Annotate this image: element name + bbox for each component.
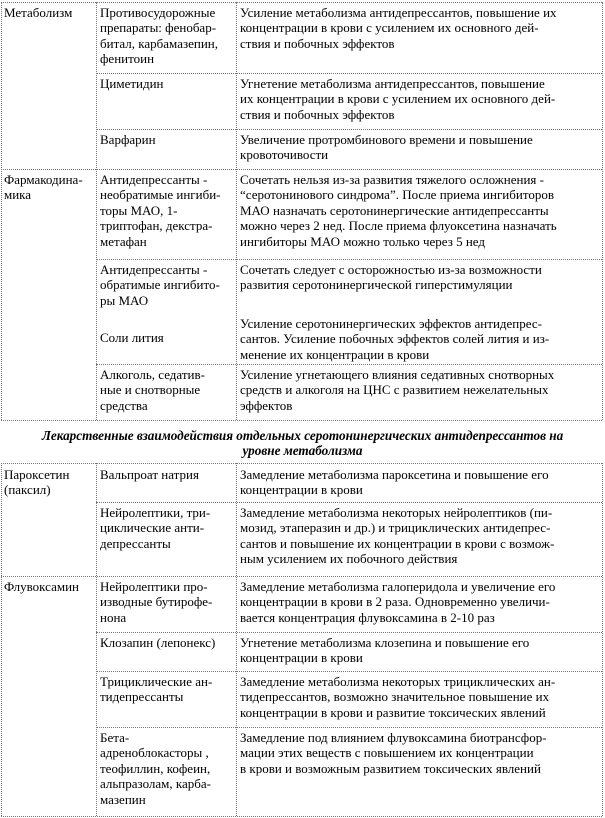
effect-cell: Замедление под влиянием флувоксамина биотрансфор- мации этих веществ с повышением их концентрации в крови и возможным развитием токсических явлений	[240, 730, 547, 776]
effect-cell: Замедление метаболизма некоторых трициклических ан- тидепрессантов, возможно значительное повышение их концентрации в крови и развитие токсических явлений	[240, 674, 556, 720]
effect-cell: Усиление метаболизма антидепрессантов, повышение их концентрации в крови с усилением их основного дей- ствия и побочных эффектов	[240, 5, 557, 51]
row-divider	[96, 364, 602, 365]
drug-cell: Циметидин	[100, 76, 164, 91]
row-divider	[96, 129, 602, 130]
effect-cell: Увеличение протромбинового времени и повышение кровоточивости	[240, 132, 533, 163]
row-divider	[96, 632, 602, 633]
column-divider	[602, 2, 603, 420]
effect-cell: Сочетать нельзя из-за развития тяжелого осложнения - “серотонинового синдрома”. После приема ингибиторов МАО назначать серотонинергические антидепрессанты можно через 2 нед. После приема флуоксетина назначать ингибиторы МАО можно только через 5 нед	[240, 172, 557, 249]
drug-cell: Бета- адреноблокасторы , теофиллин, кофеин, альпразолам, карба- мазепин	[100, 730, 212, 807]
row-divider	[96, 727, 602, 728]
effect-cell: Усиление угнетающего влияния седативных снотворных средств и алкоголя на ЦНС с развитием нежелательных эффектов	[240, 367, 555, 413]
drug-cell: Нейролептики, три- циклические анти- депрессанты	[100, 505, 211, 551]
block-top-border	[1, 463, 602, 464]
drug-cell: Антидепрессанты - необратимые ингиби- торы МАО, 1- триптофан, декстра- метафан	[100, 172, 221, 249]
group-label-fluvoxamine: Флувоксамин	[4, 579, 79, 594]
effect-cell: Усиление серотонинергических эффектов антидепрес- сантов. Усиление побочных эффектов солей лития и из- менение их концентрации в крови	[240, 316, 550, 362]
effect-cell: Замедление метаболизма пароксетина и повышение его концентрации в крови	[240, 467, 549, 498]
drug-cell: Трициклические ан- тидепрессанты	[100, 674, 213, 705]
row-divider	[96, 502, 602, 503]
column-divider	[96, 463, 97, 816]
effect-cell: Сочетать следует с осторожностью из-за возможности развития серотонинергической гиперстимуляции	[240, 262, 542, 293]
block-bottom-border	[1, 420, 602, 421]
table-bottom-border	[1, 816, 602, 817]
column-divider	[602, 463, 603, 816]
drug-cell: Нейролептики про- изводные бутирофе- нона	[100, 579, 213, 625]
drug-cell: Клозапин (лепонекс)	[100, 635, 216, 650]
column-divider	[96, 2, 97, 420]
effect-cell: Угнетение метаболизма антидепрессантов, повышение их концентрации в крови с усилением их основного дей- ствия и побочных эффектов	[240, 76, 556, 122]
group-label-paroxetine: Пароксетин (паксил)	[4, 467, 70, 498]
group-label-pharmacodynamics: Фармакодина- мика	[4, 172, 83, 203]
section-title: Лекарственные взаимодействия отдельных серотонинергических антидепрессантов на уровне метаболизма	[41, 428, 564, 459]
effect-cell: Замедление метаболизма некоторых нейролептиков (пи- мозид, этаперазин и др.) и трициклических антидепрес- сантов и повышение их концентрации в крови с возмож- ным усилением их побочного действия	[240, 505, 555, 567]
column-divider	[236, 2, 237, 420]
column-divider	[1, 2, 2, 420]
row-divider	[96, 73, 602, 74]
effect-cell: Угнетение метаболизма клозепина и повышение его концентрации в крови	[240, 635, 530, 666]
column-divider	[1, 463, 2, 816]
drug-cell: Алкоголь, седатив- ные и снотворные средства	[100, 367, 205, 413]
column-divider	[236, 463, 237, 816]
drug-cell: Вальпроат натрия	[100, 467, 199, 482]
row-divider	[96, 671, 602, 672]
drug-cell: Противосудорожные препараты: фенобар- битал, карбамазепин, фенитоин	[100, 5, 218, 67]
row-divider	[96, 259, 602, 260]
table-top-border	[1, 2, 602, 3]
row-divider	[1, 576, 602, 577]
drug-cell: Соли лития	[100, 330, 164, 345]
row-divider	[1, 169, 602, 170]
group-label-metabolism: Метаболизм	[4, 5, 73, 20]
drug-cell: Варфарин	[100, 132, 156, 147]
effect-cell: Замедление метаболизма галоперидола и увеличение его концентрации в крови в 2 раза. Одновременно увеличи- вается концентрация флувоксамина в 2-10 раз	[240, 579, 556, 625]
drug-cell: Антидепрессанты - обратимые ингибито- ры МАО	[100, 262, 220, 308]
